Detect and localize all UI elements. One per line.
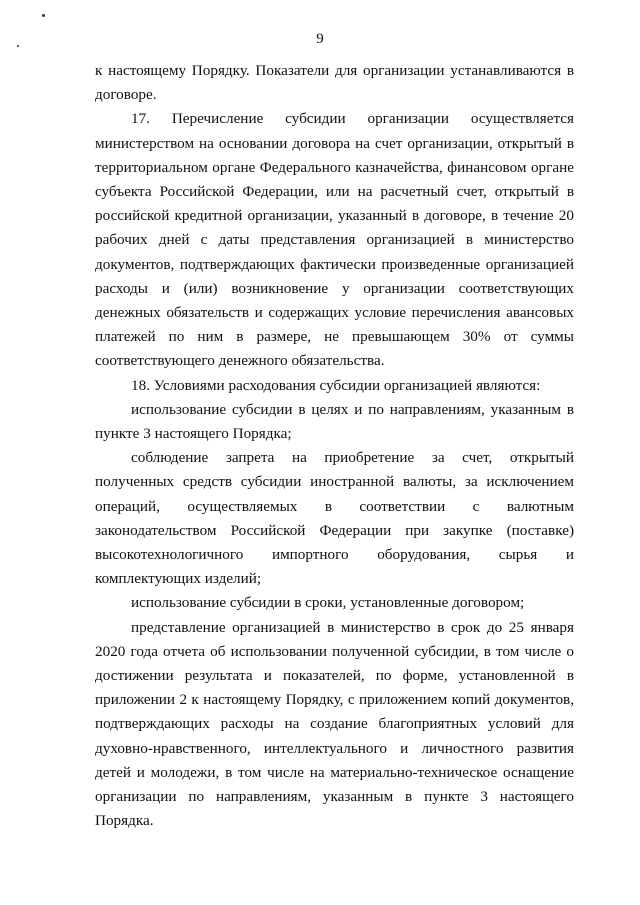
page-number: 9 <box>316 31 324 47</box>
paragraph-intro-continuation: к настоящему Порядку. Показатели для организации устанавливаются в договоре. <box>95 62 574 104</box>
paragraph-condition-3: использование субсидии в сроки, установленные договором; <box>131 594 525 612</box>
paragraph-item-17: 17. Перечисление субсидии организации осуществляется министерством на основании договора на счет организации, открытый в территориальном органе Федерального казначейства, финансовом органе субъекта Российской Федерации, или на расчетный счет, открытый в российской кредитной организации, указанный в договоре, в течение 20 рабочих дней с даты представления организацией в министерство документов, подтверждающих фактически произведенные организацией расходы и (или) возникновение у организации соответствующих денежных обязательств и содержащих условие перечисления авансовых платежей по ним в размере, не превышающем 30% от суммы соответствующего денежного обязательства. <box>95 110 574 370</box>
paragraph-condition-4: представление организацией в министерство в срок до 25 января 2020 года отчета об использовании полученной субсидии, в том числе о достижении результата и показателей, по форме, установленной в приложении 2 к настоящему Порядку, с приложением копий документов, подтверждающих расходы на создание благоприятных условий для духовно-нравственного, интеллектуального и личностного развития детей и молодежи, в том числе на материально-техническое оснащение организации по направлениям, указанным в пункте 3 настоящего Порядка. <box>95 618 574 830</box>
paragraph-condition-2: соблюдение запрета на приобретение за счет, открытый полученных средств субсидии иностранной валюты, за исключением операций, осуществляемых в соответствии с валютным законодательством Российской Федерации при закупке (поставке) высокотехнологичного импортного оборудования, сырья и комплектующих изделий; <box>95 449 574 588</box>
document-body <box>95 59 574 834</box>
paragraph-condition-1: использование субсидии в целях и по направлениям, указанным в пункте 3 настоящего Порядка; <box>95 400 574 443</box>
paragraph-item-18: 18. Условиями расходования субсидии организацией являются: <box>131 376 541 394</box>
scan-speck <box>42 14 45 17</box>
